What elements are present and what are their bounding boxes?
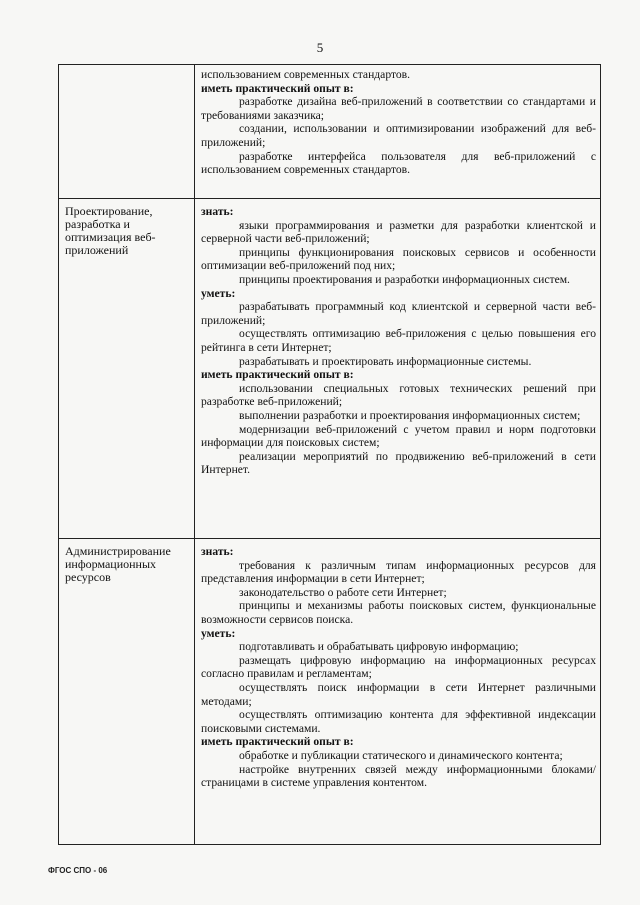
requirement-heading: уметь: <box>201 286 236 300</box>
requirements-cell <box>195 199 600 538</box>
requirement-item: принципы проектирования и разработки информационных систем. <box>239 272 570 286</box>
page-number: 5 <box>316 40 324 55</box>
requirement-item: выполнении разработки и проектирования информационных систем; <box>239 408 581 422</box>
requirement-item: разрабатывать программный код клиентской и серверной части веб-приложений; <box>201 300 596 327</box>
requirement-item: настройке внутренних связей между информационными блоками/ страницами в системе управления контентом. <box>201 762 596 790</box>
requirement-item: создании, использовании и оптимизировании изображений для веб-приложений; <box>201 122 596 149</box>
requirement-item: разработке дизайна веб-приложений в соответствии со стандартами и требованиями заказчика; <box>201 95 596 122</box>
requirement-heading: иметь практический опыт в: <box>201 368 354 382</box>
table-row <box>59 199 600 539</box>
section-cell <box>59 65 195 198</box>
table-row <box>59 65 600 199</box>
requirement-item: обработке и публикации статического и динамического контента; <box>239 748 563 762</box>
requirement-heading: иметь практический опыт в: <box>201 735 354 749</box>
requirement-item: разработке интерфейса пользователя для веб-приложений с использованием современных стандартов. <box>201 149 596 177</box>
requirement-item: принципы функционирования поисковых сервисов и особенности оптимизации веб-приложений под них; <box>201 245 596 273</box>
requirement-item: принципы и механизмы работы поисковых систем, функциональные возможности сервисов поиска. <box>201 599 596 626</box>
requirement-item: использованием современных стандартов. <box>201 68 411 81</box>
requirement-item: размещать цифровую информацию на информационных ресурсах согласно правилам и регламентам; <box>201 653 596 681</box>
requirements-cell <box>195 539 600 844</box>
table-row <box>59 539 600 845</box>
requirement-heading: уметь: <box>201 626 236 640</box>
requirement-item: законодательство о работе сети Интернет; <box>239 585 447 599</box>
requirement-item: разрабатывать и проектировать информационные системы. <box>239 354 532 368</box>
requirement-item: реализации мероприятий по продвижению веб-приложений в сети Интернет. <box>201 449 596 477</box>
requirement-item: осуществлять оптимизацию веб-приложения с целью повышения его рейтинга в сети Интернет; <box>201 327 596 354</box>
footer-code: ФГОС СПО - 06 <box>48 866 108 875</box>
competency-table <box>58 64 601 845</box>
requirement-heading: знать: <box>201 545 234 558</box>
requirement-item: использовании специальных готовых технических решений при разработке веб-приложений; <box>201 381 596 409</box>
requirement-item: требования к различным типам информационных ресурсов для представления информации в сети Интернет; <box>201 558 596 586</box>
requirement-heading: знать: <box>201 205 234 218</box>
section-cell: Проектирование, разработка и оптимизация веб-приложений <box>59 199 195 538</box>
requirement-heading: иметь практический опыт в: <box>201 81 354 95</box>
requirements-cell <box>195 65 600 198</box>
requirement-item: языки программирования и разметки для разработки клиентской и серверной части веб-приложений; <box>201 218 596 246</box>
requirement-item: осуществлять поиск информации в сети Интернет различными методами; <box>201 680 596 708</box>
requirement-item: осуществлять оптимизацию контента для эффективной индексации поисковыми системами. <box>201 708 596 735</box>
requirement-item: подготавливать и обрабатывать цифровую информацию; <box>239 640 519 654</box>
requirement-item: модернизации веб-приложений с учетом правил и норм подготовки информации для поисковых систем; <box>201 422 596 450</box>
section-cell: Администрирование информационных ресурсов <box>59 539 195 844</box>
